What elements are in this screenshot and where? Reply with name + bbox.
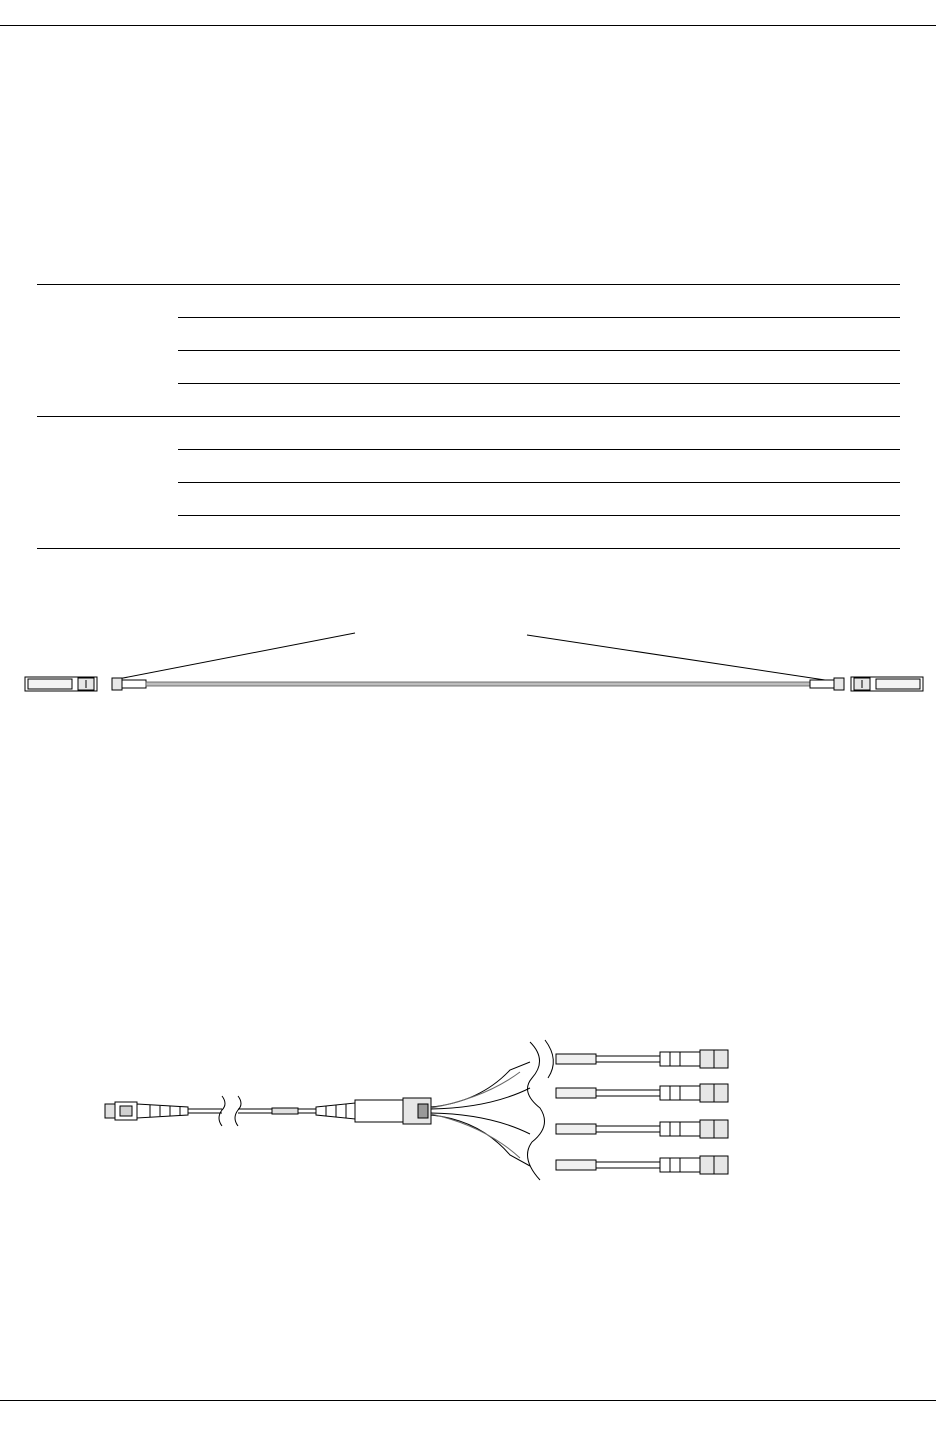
table-row-rule — [178, 515, 900, 516]
mpo-to-lc-breakout-cable-icon — [0, 1030, 936, 1190]
fiber-patch-cable-with-transceivers-icon — [0, 620, 936, 710]
table-row-rule — [178, 482, 900, 483]
table-row-rule — [178, 449, 900, 450]
table-bottom-rule — [37, 548, 900, 549]
table-row-rule — [178, 317, 900, 318]
table-top-rule — [37, 284, 900, 285]
table-group-rule — [37, 416, 900, 417]
header-rule — [0, 25, 936, 26]
footer-rule — [0, 1400, 936, 1401]
table-row-rule — [178, 350, 900, 351]
table-row-rule — [178, 383, 900, 384]
